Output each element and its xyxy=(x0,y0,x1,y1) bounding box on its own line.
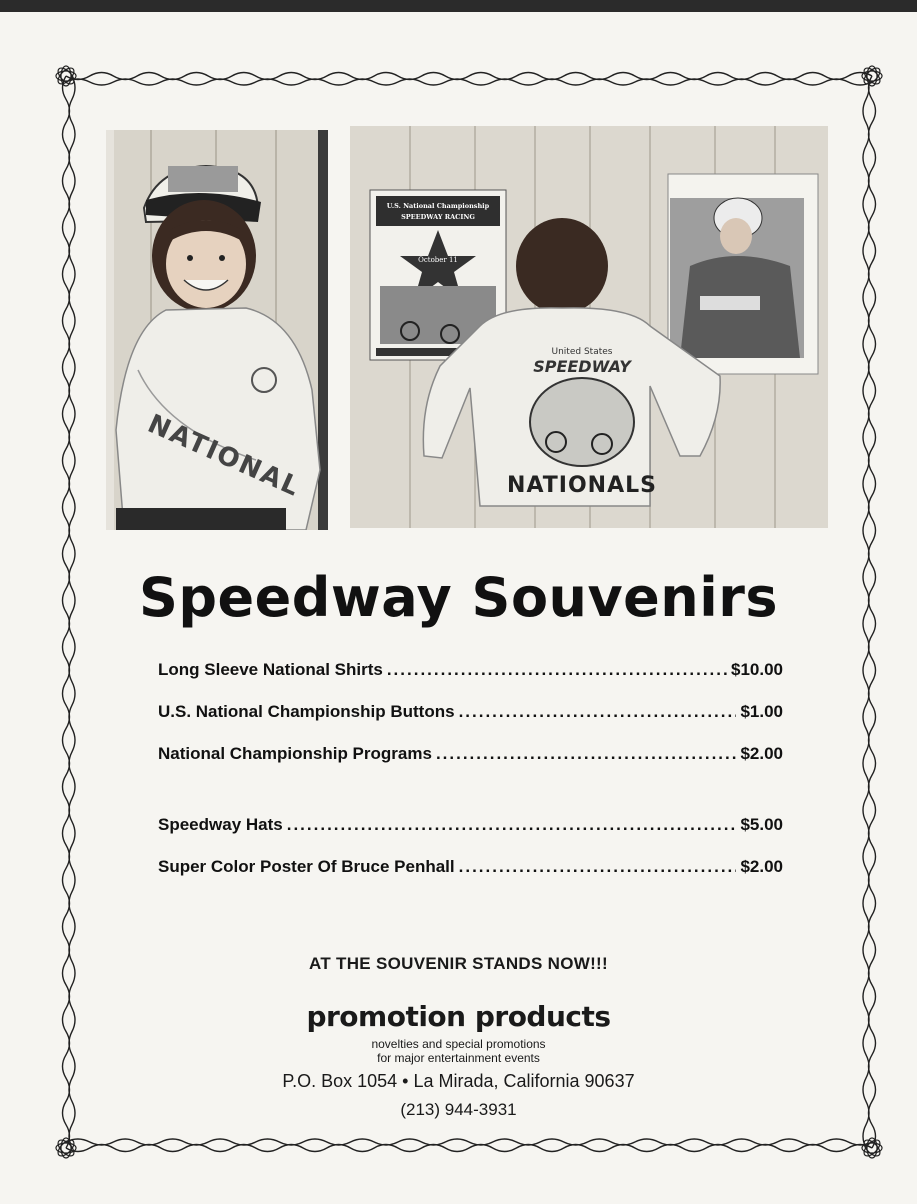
poster-title: U.S. National Championship xyxy=(386,202,490,210)
poster-date: October 11 xyxy=(418,256,458,264)
item-name: Super Color Poster Of Bruce Penhall xyxy=(158,857,455,876)
dot-leader xyxy=(459,857,737,877)
item-price: $2.00 xyxy=(740,744,783,763)
shirt-back-mid-text: SPEEDWAY xyxy=(533,357,631,376)
dot-leader xyxy=(436,744,737,764)
page-title: Speedway Souvenirs xyxy=(138,566,779,629)
price-list-item xyxy=(158,737,783,764)
price-list-item xyxy=(158,695,783,722)
price-list-item xyxy=(158,850,783,877)
shirt-front-text: NATIONAL xyxy=(143,408,306,504)
price-list-item xyxy=(158,653,783,680)
item-name: Speedway Hats xyxy=(158,815,283,834)
dot-leader xyxy=(287,815,737,835)
tagline-line-2: for major entertainment events xyxy=(377,1051,540,1065)
price-list-item xyxy=(158,808,783,835)
photo-poster-and-shirt-back xyxy=(350,126,828,528)
item-name: U.S. National Championship Buttons xyxy=(158,702,455,721)
item-name: National Championship Programs xyxy=(158,744,432,763)
photo-boy-front-shirt xyxy=(106,130,328,530)
company-name: promotion products xyxy=(306,1000,611,1033)
company-tagline xyxy=(0,1037,917,1065)
poster-subtitle: SPEEDWAY RACING xyxy=(401,213,475,221)
shirt-back-top-text: United States xyxy=(551,347,613,357)
item-price: $2.00 xyxy=(740,857,783,876)
item-name: Long Sleeve National Shirts xyxy=(158,660,383,679)
availability-announcement: AT THE SOUVENIR STANDS NOW!!! xyxy=(309,954,608,973)
dot-leader xyxy=(459,702,737,722)
item-price: $10.00 xyxy=(731,660,783,679)
rider-poster xyxy=(668,174,818,374)
shirt-back-bottom-text: NATIONALS xyxy=(507,473,657,498)
company-address: P.O. Box 1054 • La Mirada, California 90637 xyxy=(282,1071,635,1091)
price-list xyxy=(158,653,783,892)
tagline-line-1: novelties and special promotions xyxy=(371,1037,546,1051)
dot-leader xyxy=(387,660,727,680)
item-price: $1.00 xyxy=(740,702,783,721)
company-phone: (213) 944-3931 xyxy=(400,1100,517,1119)
item-price: $5.00 xyxy=(740,815,783,834)
